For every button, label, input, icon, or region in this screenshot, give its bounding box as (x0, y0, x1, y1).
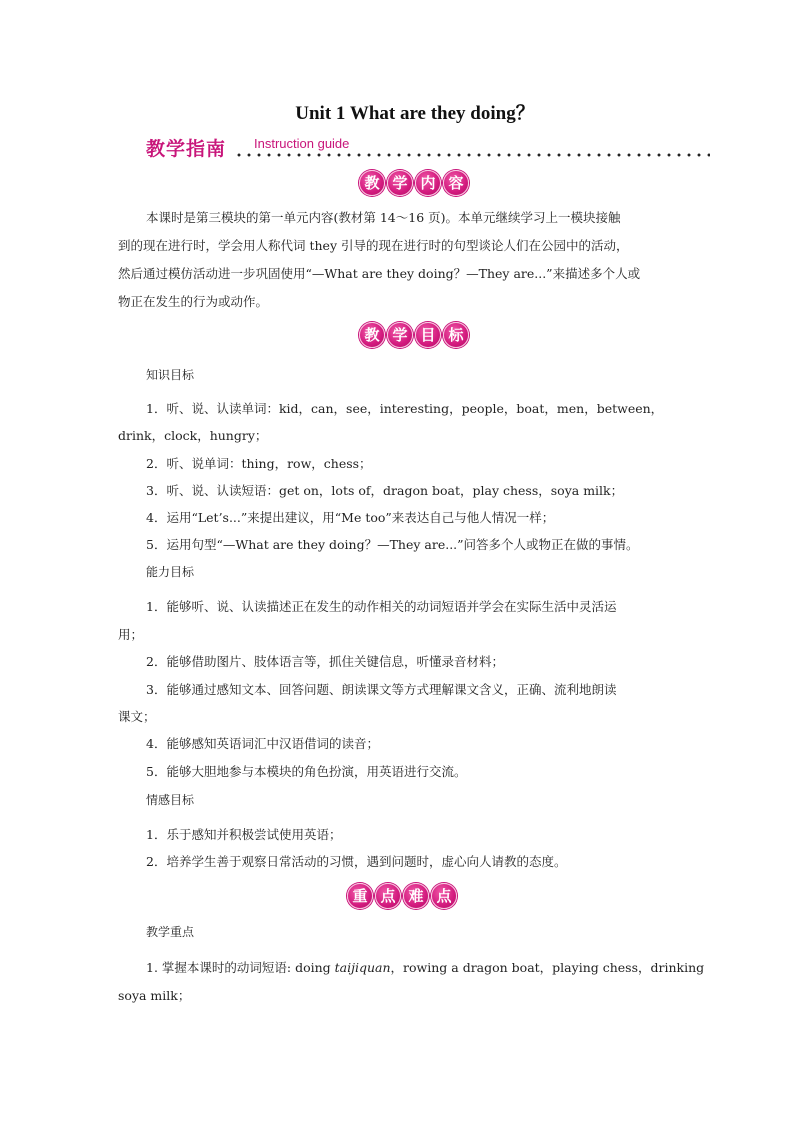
ability-item: 2．能够借助图片、肢体语言等，抓住关键信息，听懂录音材料； (146, 654, 504, 669)
emotion-item: 2．培养学生善于观察日常活动的习惯，遇到问题时，虚心向人请教的态度。 (146, 854, 567, 869)
content-line: 到的现在进行时，学会用人称代词 they 引导的现在进行时的句型谈论人们在公园中的活动， (118, 238, 629, 253)
section-badge-keypoints (346, 881, 458, 909)
focus-italic-term: taijiquan (334, 960, 391, 975)
emotion-item: 1．乐于感知并积极尝试使用英语； (146, 827, 342, 842)
page-title: Unit 1 What are they doing？ (295, 103, 535, 124)
emotion-heading: 情感目标 (146, 793, 195, 807)
badge-char: 教 (359, 170, 385, 196)
badge-char: 容 (443, 170, 469, 196)
badge-char: 学 (387, 170, 413, 196)
content-line: 然后通过模仿活动进一步巩固使用“—What are they doing？—They are...”来描述多个人或 (118, 266, 641, 281)
badge-char: 重 (347, 883, 373, 909)
section-badge-content (358, 168, 470, 196)
content-line: 本课时是第三模块的第一单元内容(教材第 14～16 页)。本单元继续学习上一模块接触 (146, 210, 621, 225)
section-badge-goals (358, 320, 470, 348)
focus-text: ，rowing a dragon boat，playing chess，drinking (390, 960, 705, 975)
knowledge-item: 3．听、说、认读短语：get on，lots of，dragon boat，play chess，soya milk； (146, 483, 624, 498)
ability-item: 1．能够听、说、认读描述正在发生的动作相关的动词短语并学会在实际生活中灵活运 (146, 599, 617, 614)
ability-item: 课文； (118, 709, 156, 724)
badge-char: 内 (415, 170, 441, 196)
knowledge-item: drink，clock，hungry； (118, 428, 268, 443)
badge-char: 点 (431, 883, 457, 909)
knowledge-item: 1．听、说、认读单词：kid，can，see，interesting，people，boat，men，between， (146, 401, 664, 416)
content-line: 物正在发生的行为或动作。 (118, 294, 269, 309)
badge-char: 学 (387, 322, 413, 348)
knowledge-heading: 知识目标 (146, 368, 195, 382)
teaching-focus-item: soya milk； (118, 988, 191, 1003)
instruction-guide-header (146, 134, 716, 164)
ability-item: 3．能够通过感知文本、回答问题、朗读课文等方式理解课文含义，正确、流利地朗读 (146, 682, 617, 697)
guide-title-cn: 教学指南 (146, 138, 227, 160)
teaching-focus-item (146, 958, 704, 976)
knowledge-item: 2．听、说单词：thing，row，chess； (146, 456, 372, 471)
knowledge-item: 5．运用句型“—What are they doing？—They are...”问答多个人或物正在做的事情。 (146, 537, 639, 552)
badge-char: 教 (359, 322, 385, 348)
ability-item: 用； (118, 627, 144, 642)
ability-item: 5．能够大胆地参与本模块的角色扮演，用英语进行交流。 (146, 764, 467, 779)
badge-char: 标 (443, 322, 469, 348)
ability-item: 4．能够感知英语词汇中汉语借词的读音； (146, 736, 379, 751)
knowledge-item: 4．运用“Let’s...”来提出建议，用“Me too”来表达自己与他人情况一样； (146, 510, 555, 525)
dotted-rule (234, 152, 710, 158)
badge-char: 目 (415, 322, 441, 348)
focus-text: 1. 掌握本课时的动词短语: doing (146, 960, 335, 975)
teaching-focus-heading: 教学重点 (146, 925, 195, 939)
badge-char: 点 (375, 883, 401, 909)
guide-title-en: Instruction guide (254, 136, 350, 151)
ability-heading: 能力目标 (146, 565, 195, 579)
badge-char: 难 (403, 883, 429, 909)
